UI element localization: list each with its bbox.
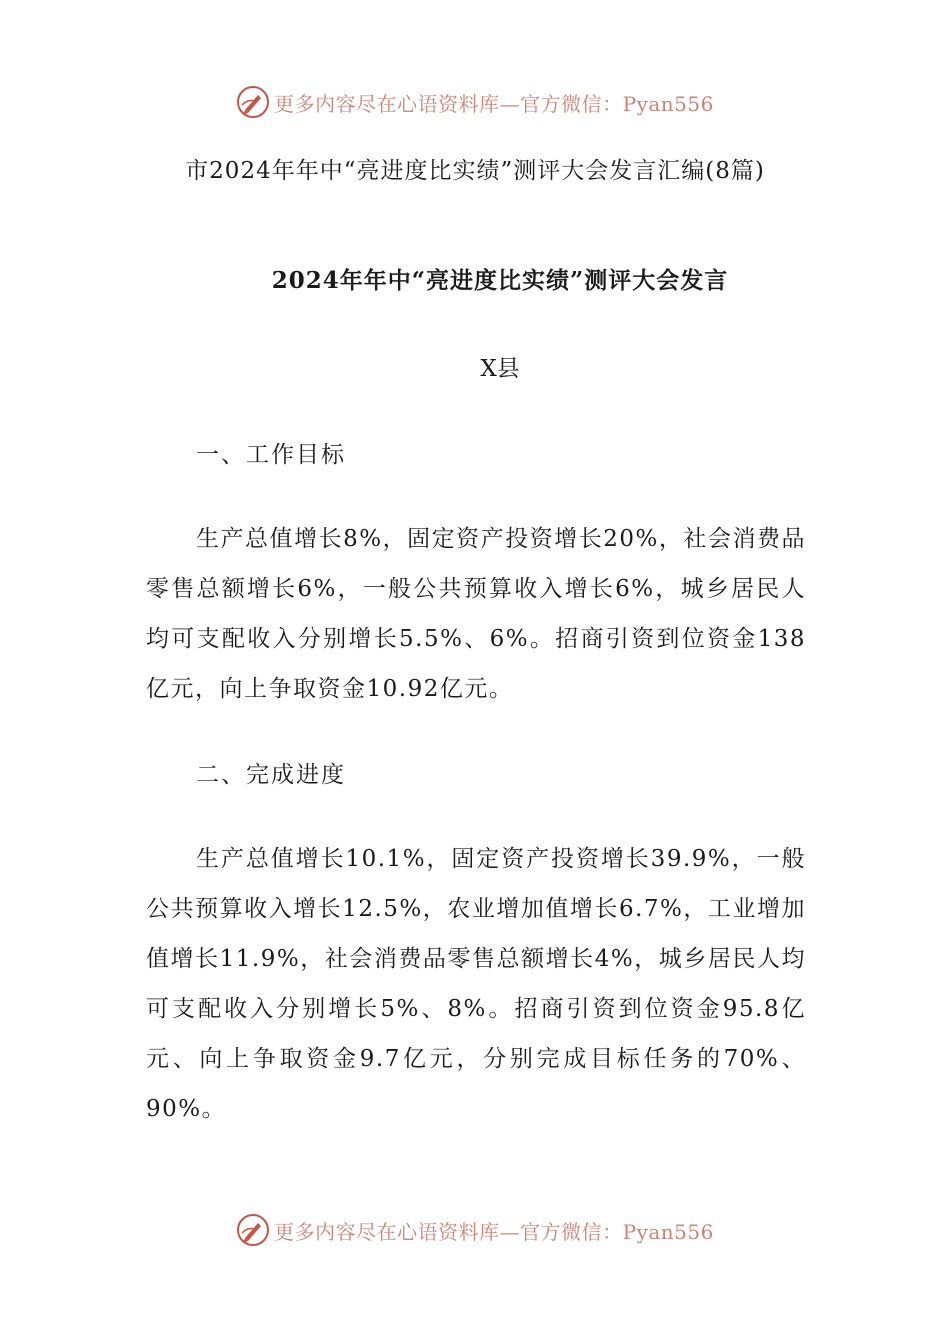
section-body-progress: 生产总值增长10.1%，固定资产投资增长39.9%，一般公共预算收入增长12.5%，农业增加值增长6.7%，工业增加值增长11.9%，社会消费品零售总额增长4%，城乡居民人均可支配收入分别增长5%、8%。招商引资到位资金95.8亿元、向上争取资金9.7亿元，分别完成目标任务的70%、90%。 <box>146 846 806 1122</box>
section-heading-goals: 一、工作目标 <box>196 442 346 468</box>
speech-title: 2024年年中“亮进度比实绩”测评大会发言 <box>271 267 729 294</box>
watermark-footer <box>0 1208 950 1252</box>
watermark-text: 更多内容尽在心语资料库—官方微信：Pyan556 <box>274 91 714 116</box>
pen-logo-icon <box>236 1213 270 1247</box>
section-body-goals: 生产总值增长8%，固定资产投资增长20%，社会消费品零售总额增长6%，一般公共预算收入增长6%，城乡居民人均可支配收入分别增长5.5%、6%。招商引资到位资金138亿元，向上争取资金10.92亿元。 <box>146 526 806 702</box>
watermark-header <box>0 80 950 124</box>
speaker-label: X县 <box>480 356 520 382</box>
pen-logo-icon <box>236 85 270 119</box>
document-title: 市2024年年中“亮进度比实绩”测评大会发言汇编(8篇) <box>185 158 765 184</box>
watermark-text: 更多内容尽在心语资料库—官方微信：Pyan556 <box>274 1219 714 1244</box>
section-heading-progress: 二、完成进度 <box>196 762 346 788</box>
